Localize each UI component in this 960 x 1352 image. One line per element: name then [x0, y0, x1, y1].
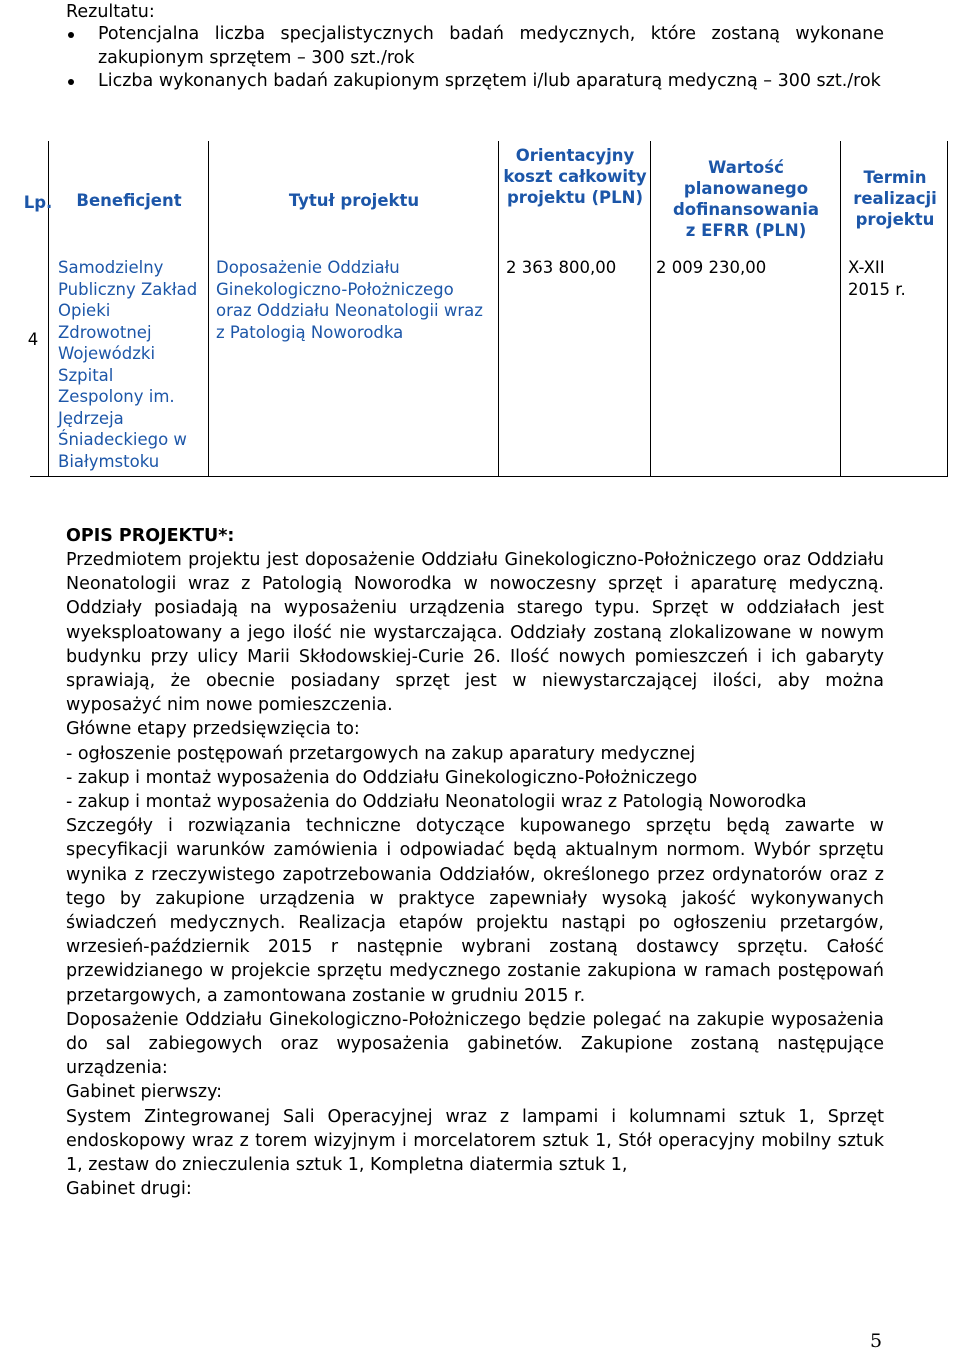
- description-paragraph: - zakup i montaż wyposażenia do Oddziału Ginekologiczno-Położniczego: [66, 767, 698, 788]
- description-paragraph: Szczegóły i rozwiązania techniczne dotyczące kupowanego sprzętu będą zawarte w specyfikacji warunków zamówienia i odpowiadać będą aktualnym normom. Wybór sprzętu wynika z rzeczywistego zapotrzebowania Oddziałów, określonego przez ordynatorów oraz z tego by zakupione urządzenia w praktyce zapewniały wysoką jakość wykonywanych świadczeń medycznych. Realizacja etapów projektu nastąpi po ogłoszeniu przetargów, wrzesień-październik 2015 r następnie wybrani zostaną dostawcy sprzętu. Całość przewidzianego w projekcie sprzętu medycznego zostanie zakupiona w ramach postępowań przetargowych, a zamontowana zostanie w grudniu 2015 r.: [66, 816, 884, 1006]
- description-paragraph: System Zintegrowanej Sali Operacyjnej wraz z lampami i kolumnami sztuk 1, Sprzęt endoskopowy wraz z torem wizyjnym i morcelatorem sztuk 1, Stół operacyjny mobilny sztuk 1, zestaw do znieczulenia sztuk 1, Kompletna diatermia sztuk 1,: [66, 1106, 884, 1176]
- page-number: 5: [870, 1330, 883, 1352]
- header-project-title: Tytuł projektu: [288, 191, 420, 210]
- description-paragraph: Gabinet pierwszy:: [66, 1082, 223, 1103]
- header-beneficiary: Beneficjent: [76, 191, 182, 210]
- project-table: [23, 141, 948, 477]
- header-term: Termin realizacji projektu: [853, 168, 937, 229]
- project-description: [66, 524, 884, 1201]
- header-lp: Lp.: [23, 193, 53, 212]
- description-paragraph: - zakup i montaż wyposażenia do Oddziału Neonatologii wraz z Patologią Noworodka: [66, 792, 807, 813]
- table-divider: [498, 141, 499, 477]
- results-list: [66, 23, 884, 94]
- list-item: Liczba wykonanych badań zakupionym sprzętem i/lub aparaturą medyczną – 300 szt./rok: [66, 70, 884, 94]
- row-term: X-XII 2015 r.: [848, 258, 906, 299]
- description-title: OPIS PROJEKTU*:: [66, 526, 235, 546]
- row-beneficiary: Samodzielny Publiczny Zakład Opieki Zdrowotnej Wojewódzki Szpital Zespolony im. Jędrzeja Śniadeckiego w Białymstoku: [58, 258, 198, 471]
- header-funding-value: Wartość planowanego dofinansowania z EFRR (PLN): [672, 158, 820, 240]
- header-total-cost: Orientacyjny koszt całkowity projektu (PLN): [503, 146, 647, 207]
- table-divider: [208, 141, 209, 477]
- row-lp: 4: [27, 330, 39, 349]
- row-project-title: Doposażenie Oddziału Ginekologiczno-Położniczego oraz Oddziału Neonatologii wraz z Patologią Noworodka: [216, 258, 483, 342]
- description-paragraph: Główne etapy przedsięwzięcia to:: [66, 719, 360, 740]
- table-divider: [650, 141, 651, 477]
- row-total-cost: 2 363 800,00: [506, 258, 617, 277]
- description-paragraph: Doposażenie Oddziału Ginekologiczno-Położniczego będzie polegać na zakupie wyposażenia do sal zabiegowych oraz wyposażenia gabinetów. Zakupione zostaną następujące urządzenia:: [66, 1009, 884, 1079]
- table-divider: [30, 476, 948, 477]
- description-paragraph: Przedmiotem projektu jest doposażenie Oddziału Ginekologiczno-Położniczego oraz Oddziału Neonatologii wraz z Patologią Noworodka w nowoczesny sprzęt i aparaturę medyczną. Oddziały posiadają na wyposażeniu urządzenia starego typu. Sprzęt w oddziałach jest wyeksploatowany a jego ilość nie wystarczająca. Oddziały zostaną zlokalizowane w nowym budynku przy ulicy Marii Skłodowskiej-Curie 26. Ilość nowych pomieszczeń i ich gabaryty sprawiają, że obecnie posiadany sprzęt jest w niewystarczającej ilości, aby można wyposażyć nim nowe pomieszczenia.: [66, 550, 884, 716]
- description-paragraph: - ogłoszenie postępowań przetargowych na zakup aparatury medycznej: [66, 743, 696, 764]
- list-item: Potencjalna liczba specjalistycznych badań medycznych, które zostaną wykonane zakupionym sprzętem – 300 szt./rok: [66, 23, 884, 70]
- description-paragraph: Gabinet drugi:: [66, 1179, 192, 1200]
- row-funding-value: 2 009 230,00: [656, 258, 767, 277]
- results-heading: Rezultatu:: [66, 2, 155, 22]
- table-divider: [840, 141, 841, 477]
